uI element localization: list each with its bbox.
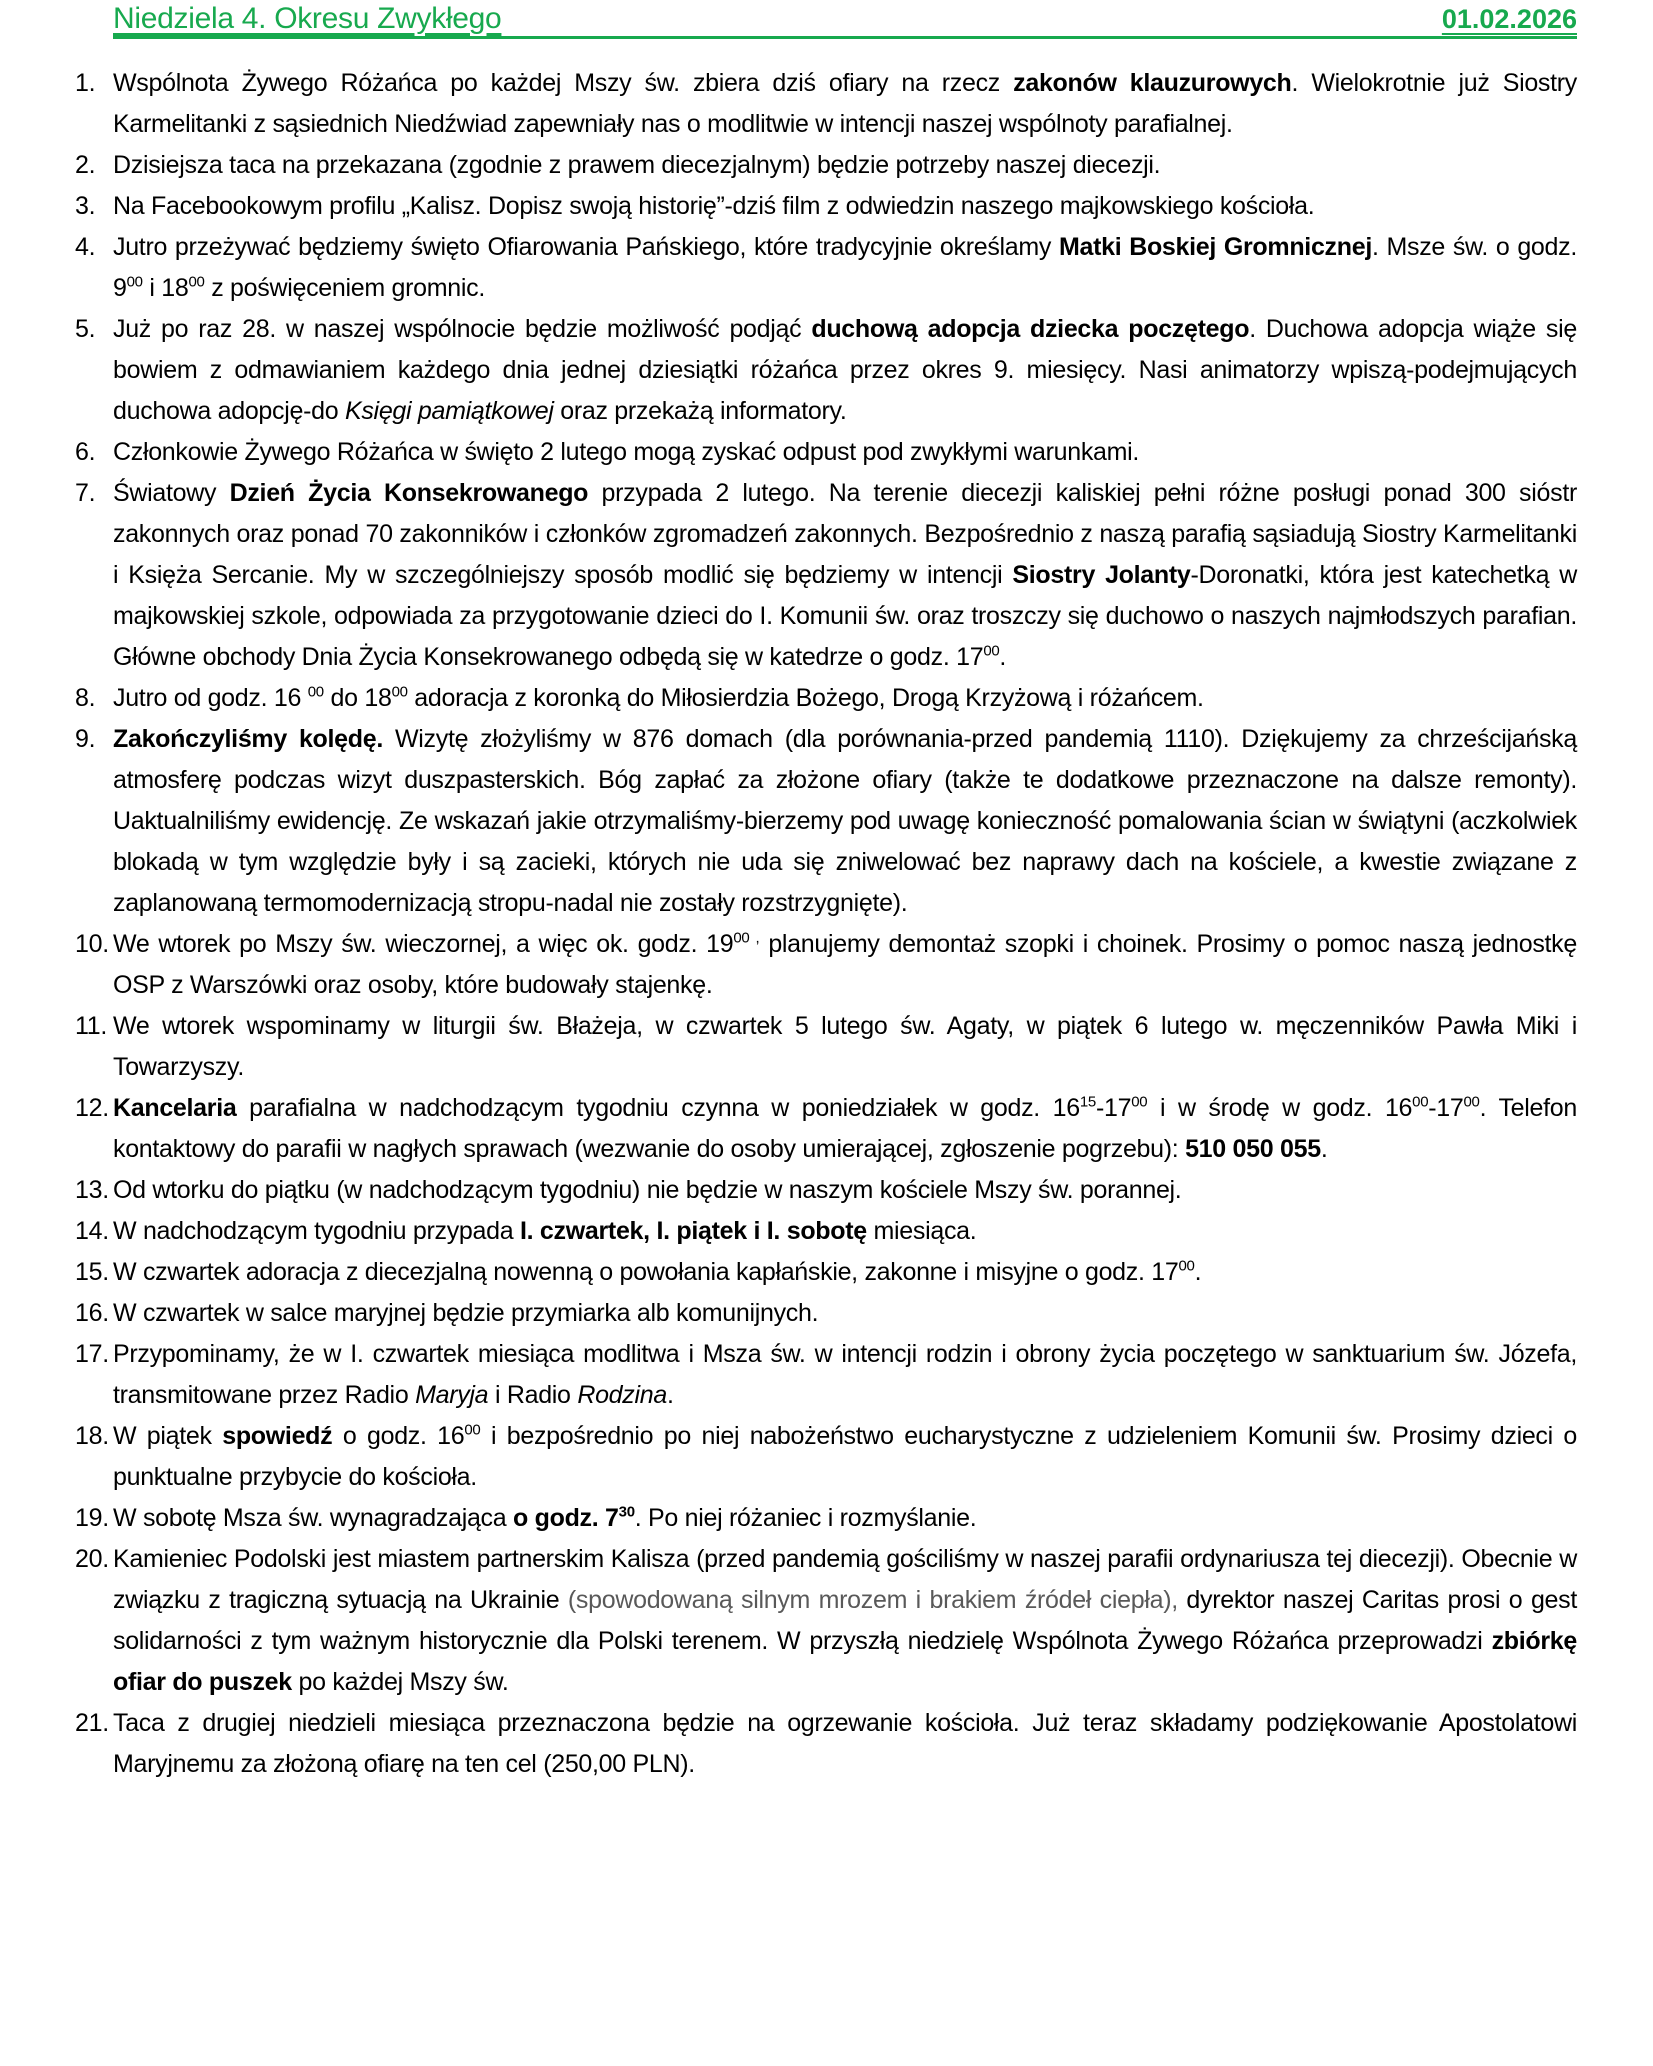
item-number: 20.: [75, 1545, 109, 1573]
list-item: [75, 1211, 1577, 1252]
document-header: [113, 4, 1577, 39]
item-number: 21.: [75, 1709, 109, 1737]
item-number: 9.: [75, 725, 96, 753]
list-item: [75, 1088, 1577, 1170]
item-text: We wtorek po Mszy św. wieczornej, a więc ok. godz. $19^{00 ,}$ planujemy demontaż szopki i choinek. Prosimy o pomoc naszą jednostkę OSP z Warszówki oraz osoby, które budowały stajenkę.: [113, 929, 1577, 999]
item-text: W czwartek adoracja z diecezjalną nowenną o powołania kapłańskie, zakonne i misyjne o godz. $17^{00}$.: [113, 1257, 1202, 1286]
item-text: Światowy Dzień Życia Konsekrowanego przypada 2 lutego. Na terenie diecezji kaliskiej pełni różne posługi ponad 300 sióstr zakonnych oraz ponad 70 zakonników i członków zgromadzeń zakonnych. Bezpośrednio z naszą parafią sąsiadują Siostry Karmelitanki i Księża Sercanie. My w szczególniejszy sposób modlić się będziemy w intencji Siostry Jolanty-Doronatki, która jest katechetką w majkowskiej szkole, odpowiada za przygotowanie dzieci do I. Komunii św. oraz troszczy się duchowo o naszych najmłodszych parafian. Główne obchody Dnia Życia Konsekrowanego odbędą się w katedrze o godz. $17^{00}$.: [113, 479, 1577, 671]
item-text: Wspólnota Żywego Różańca po każdej Mszy św. zbiera dziś ofiary na rzecz zakonów klauzurowych. Wielokrotnie już Siostry Karmelitanki z sąsiednich Niedźwiad zapewniały nas o modlitwie w intencji naszej wspólnoty parafialnej.: [113, 69, 1577, 138]
item-text: Kancelaria parafialna w nadchodzącym tygodniu czynna w poniedziałek w godz. $16^{15}-17^{00}$ i w środę w godz. $16^{00}-17^{00}$. Telefon kontaktowy do parafii w nagłych sprawach (wezwanie do osoby umierającej, zgłoszenie pogrzebu): 510 050 055.: [113, 1093, 1577, 1163]
item-number: 8.: [75, 684, 96, 712]
list-item: [75, 1703, 1577, 1785]
list-item: [75, 186, 1577, 227]
item-text: Taca z drugiej niedzieli miesiąca przeznaczona będzie na ogrzewanie kościoła. Już teraz składamy podziękowanie Apostolatowi Maryjnemu za złożoną ofiarę na ten cel (250,00 PLN).: [113, 1709, 1577, 1778]
list-item: [75, 1498, 1577, 1539]
item-text: Na Facebookowym profilu „Kalisz. Dopisz swoją historię”-dziś film z odwiedzin naszego majkowskiego kościoła.: [113, 192, 1315, 220]
item-text: Dzisiejsza taca na przekazana (zgodnie z prawem diecezjalnym) będzie potrzeby naszej diecezji.: [113, 151, 1161, 179]
item-text: W czwartek w salce maryjnej będzie przymiarka alb komunijnych.: [113, 1299, 819, 1327]
item-text: W sobotę Msza św. wynagradzająca o godz. $7^{30}$. Po niej różaniec i rozmyślanie.: [113, 1503, 977, 1532]
item-text: Już po raz 28. w naszej wspólnocie będzie możliwość podjąć duchową adopcja dziecka poczętego. Duchowa adopcja wiąże się bowiem z odmawianiem każdego dnia jednej dziesiątki różańca przez okres 9. miesięcy. Nasi animatorzy wpiszą-podejmujących duchowa adopcję-do Księgi pamiątkowej oraz przekażą informatory.: [113, 315, 1577, 425]
item-number: 15.: [75, 1258, 109, 1286]
item-text: Zakończyliśmy kolędę. Wizytę złożyliśmy w 876 domach (dla porównania-przed pandemią 1110). Dziękujemy za chrześcijańską atmosferę podczas wizyt duszpasterskich. Bóg zapłać za złożone ofiary (także te dodatkowe przeznaczone na dalsze remonty). Uaktualniliśmy ewidencję. Ze wskazań jakie otrzymaliśmy-bierzemy pod uwagę konieczność pomalowania ścian w świątyni (aczkolwiek blokadą w tym względzie były i są zacieki, których nie uda się zniwelować bez naprawy dach na kościele, a kwestie związane z zaplanowaną termomodernizacją stropu-nadal nie zostały rozstrzygnięte).: [113, 725, 1577, 917]
page-title: Niedziela 4. Okresu Zwykłego: [113, 2, 502, 35]
item-number: 13.: [75, 1176, 109, 1204]
document-date: 01.02.2026: [1441, 4, 1577, 34]
item-text: We wtorek wspominamy w liturgii św. Błażeja, w czwartek 5 lutego św. Agaty, w piątek 6 lutego w. męczenników Pawła Miki i Towarzyszy.: [113, 1012, 1577, 1081]
list-item: [75, 1539, 1577, 1703]
item-text: Kamieniec Podolski jest miastem partnerskim Kalisza (przed pandemią gościliśmy w naszej parafii ordynariusza tej diecezji). Obecnie w związku z tragiczną sytuacją na Ukrainie (spowodowaną silnym mrozem i brakiem źródeł ciepła), dyrektor naszej Caritas prosi o gest solidarności z tym ważnym historycznie dla Polski terenem. W przyszłą niedzielę Wspólnota Żywego Różańca przeprowadzi zbiórkę ofiar do puszek po każdej Mszy św.: [113, 1545, 1578, 1696]
list-item: [75, 432, 1577, 473]
item-number: 2.: [75, 151, 96, 179]
item-number: 1.: [75, 69, 96, 97]
item-text: W nadchodzącym tygodniu przypada I. czwartek, I. piątek i I. sobotę miesiąca.: [113, 1217, 977, 1245]
item-number: 17.: [75, 1340, 109, 1368]
list-item: [75, 1006, 1577, 1088]
list-item: [75, 1334, 1577, 1416]
item-text: W piątek spowiedź o godz. $16^{00}$ i bezpośrednio po niej nabożeństwo eucharystyczne z udzieleniem Komunii św. Prosimy dzieci o punktualne przybycie do kościoła.: [113, 1421, 1578, 1491]
item-text: Jutro od godz. 16 $^{00}$ do $18^{00}$ adoracja z koronką do Miłosierdzia Bożego, Drogą Krzyżową i różańcem.: [113, 683, 1204, 712]
list-item: [75, 1170, 1577, 1211]
item-text: Przypominamy, że w I. czwartek miesiąca modlitwa i Msza św. w intencji rodzin i obrony życia poczętego w sanktuarium św. Józefa, transmitowane przez Radio Maryja i Radio Rodzina.: [113, 1340, 1577, 1409]
announcement-list: [75, 63, 1577, 1785]
item-number: 19.: [75, 1504, 109, 1532]
item-number: 18.: [75, 1422, 109, 1450]
item-text: Od wtorku do piątku (w nadchodzącym tygodniu) nie będzie w naszym kościele Mszy św. porannej.: [113, 1176, 1182, 1204]
list-item: [75, 145, 1577, 186]
item-number: 6.: [75, 438, 96, 466]
list-item: [75, 719, 1577, 924]
item-number: 14.: [75, 1217, 109, 1245]
item-number: 12.: [75, 1094, 109, 1122]
list-item: [75, 63, 1577, 145]
item-number: 16.: [75, 1299, 109, 1327]
item-number: 4.: [75, 233, 96, 261]
list-item: [75, 678, 1577, 719]
list-item: [75, 1252, 1577, 1293]
item-number: 5.: [75, 315, 96, 343]
list-item: [75, 1293, 1577, 1334]
list-item: [75, 924, 1577, 1006]
list-item: [75, 227, 1577, 309]
item-text: Jutro przeżywać będziemy święto Ofiarowania Pańskiego, które tradycyjnie określamy Matki Boskiej Gromnicznej. Msze św. o godz. $9^{00}$ i $18^{00}$ z poświęceniem gromnic.: [113, 233, 1577, 302]
list-item: [75, 1416, 1577, 1498]
item-number: 11.: [75, 1012, 107, 1040]
item-number: 3.: [75, 192, 96, 220]
list-item: [75, 309, 1577, 432]
item-text: Członkowie Żywego Różańca w święto 2 lutego mogą zyskać odpust pod zwykłymi warunkami.: [113, 438, 1140, 466]
item-number: 7.: [75, 479, 96, 507]
item-number: 10.: [75, 930, 109, 958]
list-item: [75, 473, 1577, 678]
